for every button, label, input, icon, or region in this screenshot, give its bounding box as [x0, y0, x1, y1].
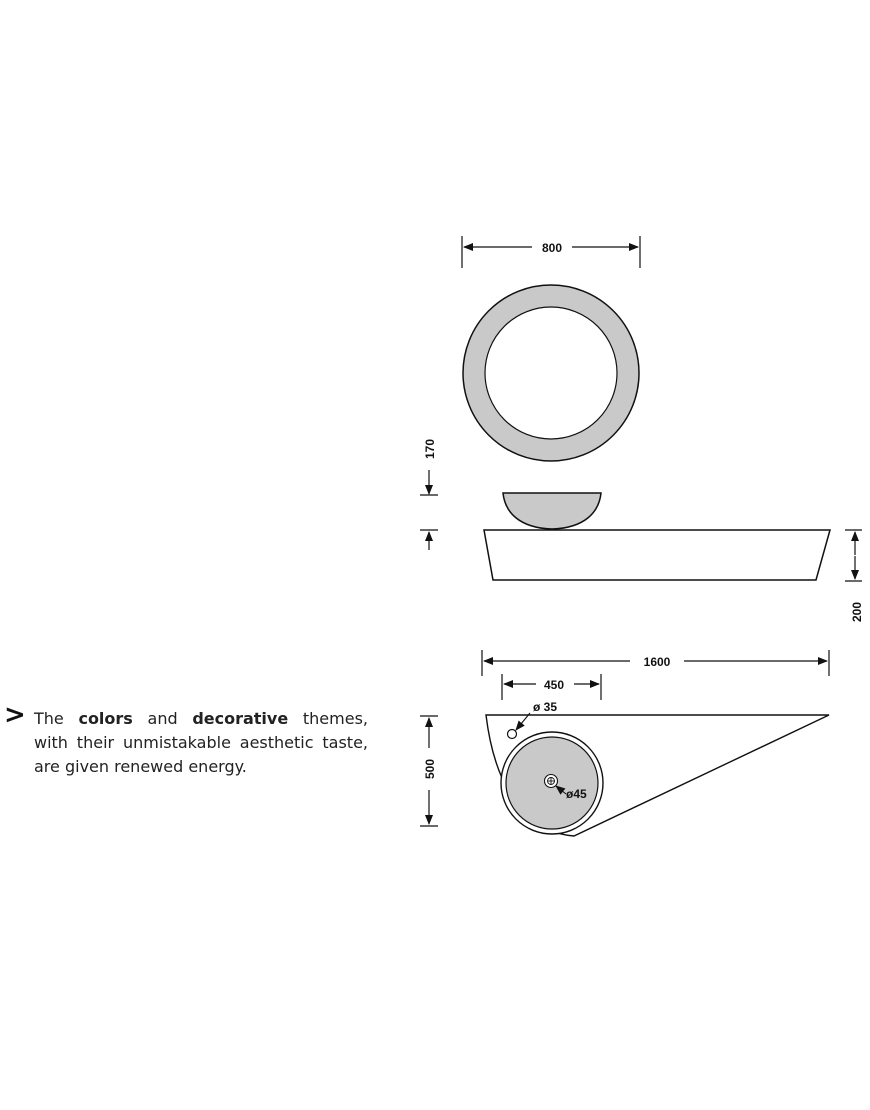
tap-hole	[508, 730, 517, 739]
counter-side	[484, 530, 830, 580]
drain-label: ø45	[566, 787, 587, 801]
tap-hole-label: ø 35	[533, 700, 558, 714]
dim-label-800: 800	[541, 241, 563, 255]
caption-bold-decorative: decorative	[192, 709, 289, 728]
dim-label-200: 200	[850, 601, 864, 623]
bowl-side	[503, 493, 601, 529]
side-view	[420, 439, 864, 622]
chevron-right-icon: >	[4, 700, 26, 730]
dim-label-450: 450	[543, 678, 565, 692]
dim-label-1600: 1600	[643, 655, 671, 669]
description-caption	[4, 700, 368, 779]
plan-view	[420, 650, 829, 836]
dim-label-170: 170	[423, 438, 437, 460]
caption-text: The colors and decorative themes, with their unmistakable aesthetic taste, are given renewed energy.	[34, 709, 368, 776]
top-view	[462, 236, 640, 461]
caption-bold-colors: colors	[78, 709, 133, 728]
bowl-ring-inner	[485, 307, 617, 439]
dim-label-500: 500	[423, 758, 437, 780]
